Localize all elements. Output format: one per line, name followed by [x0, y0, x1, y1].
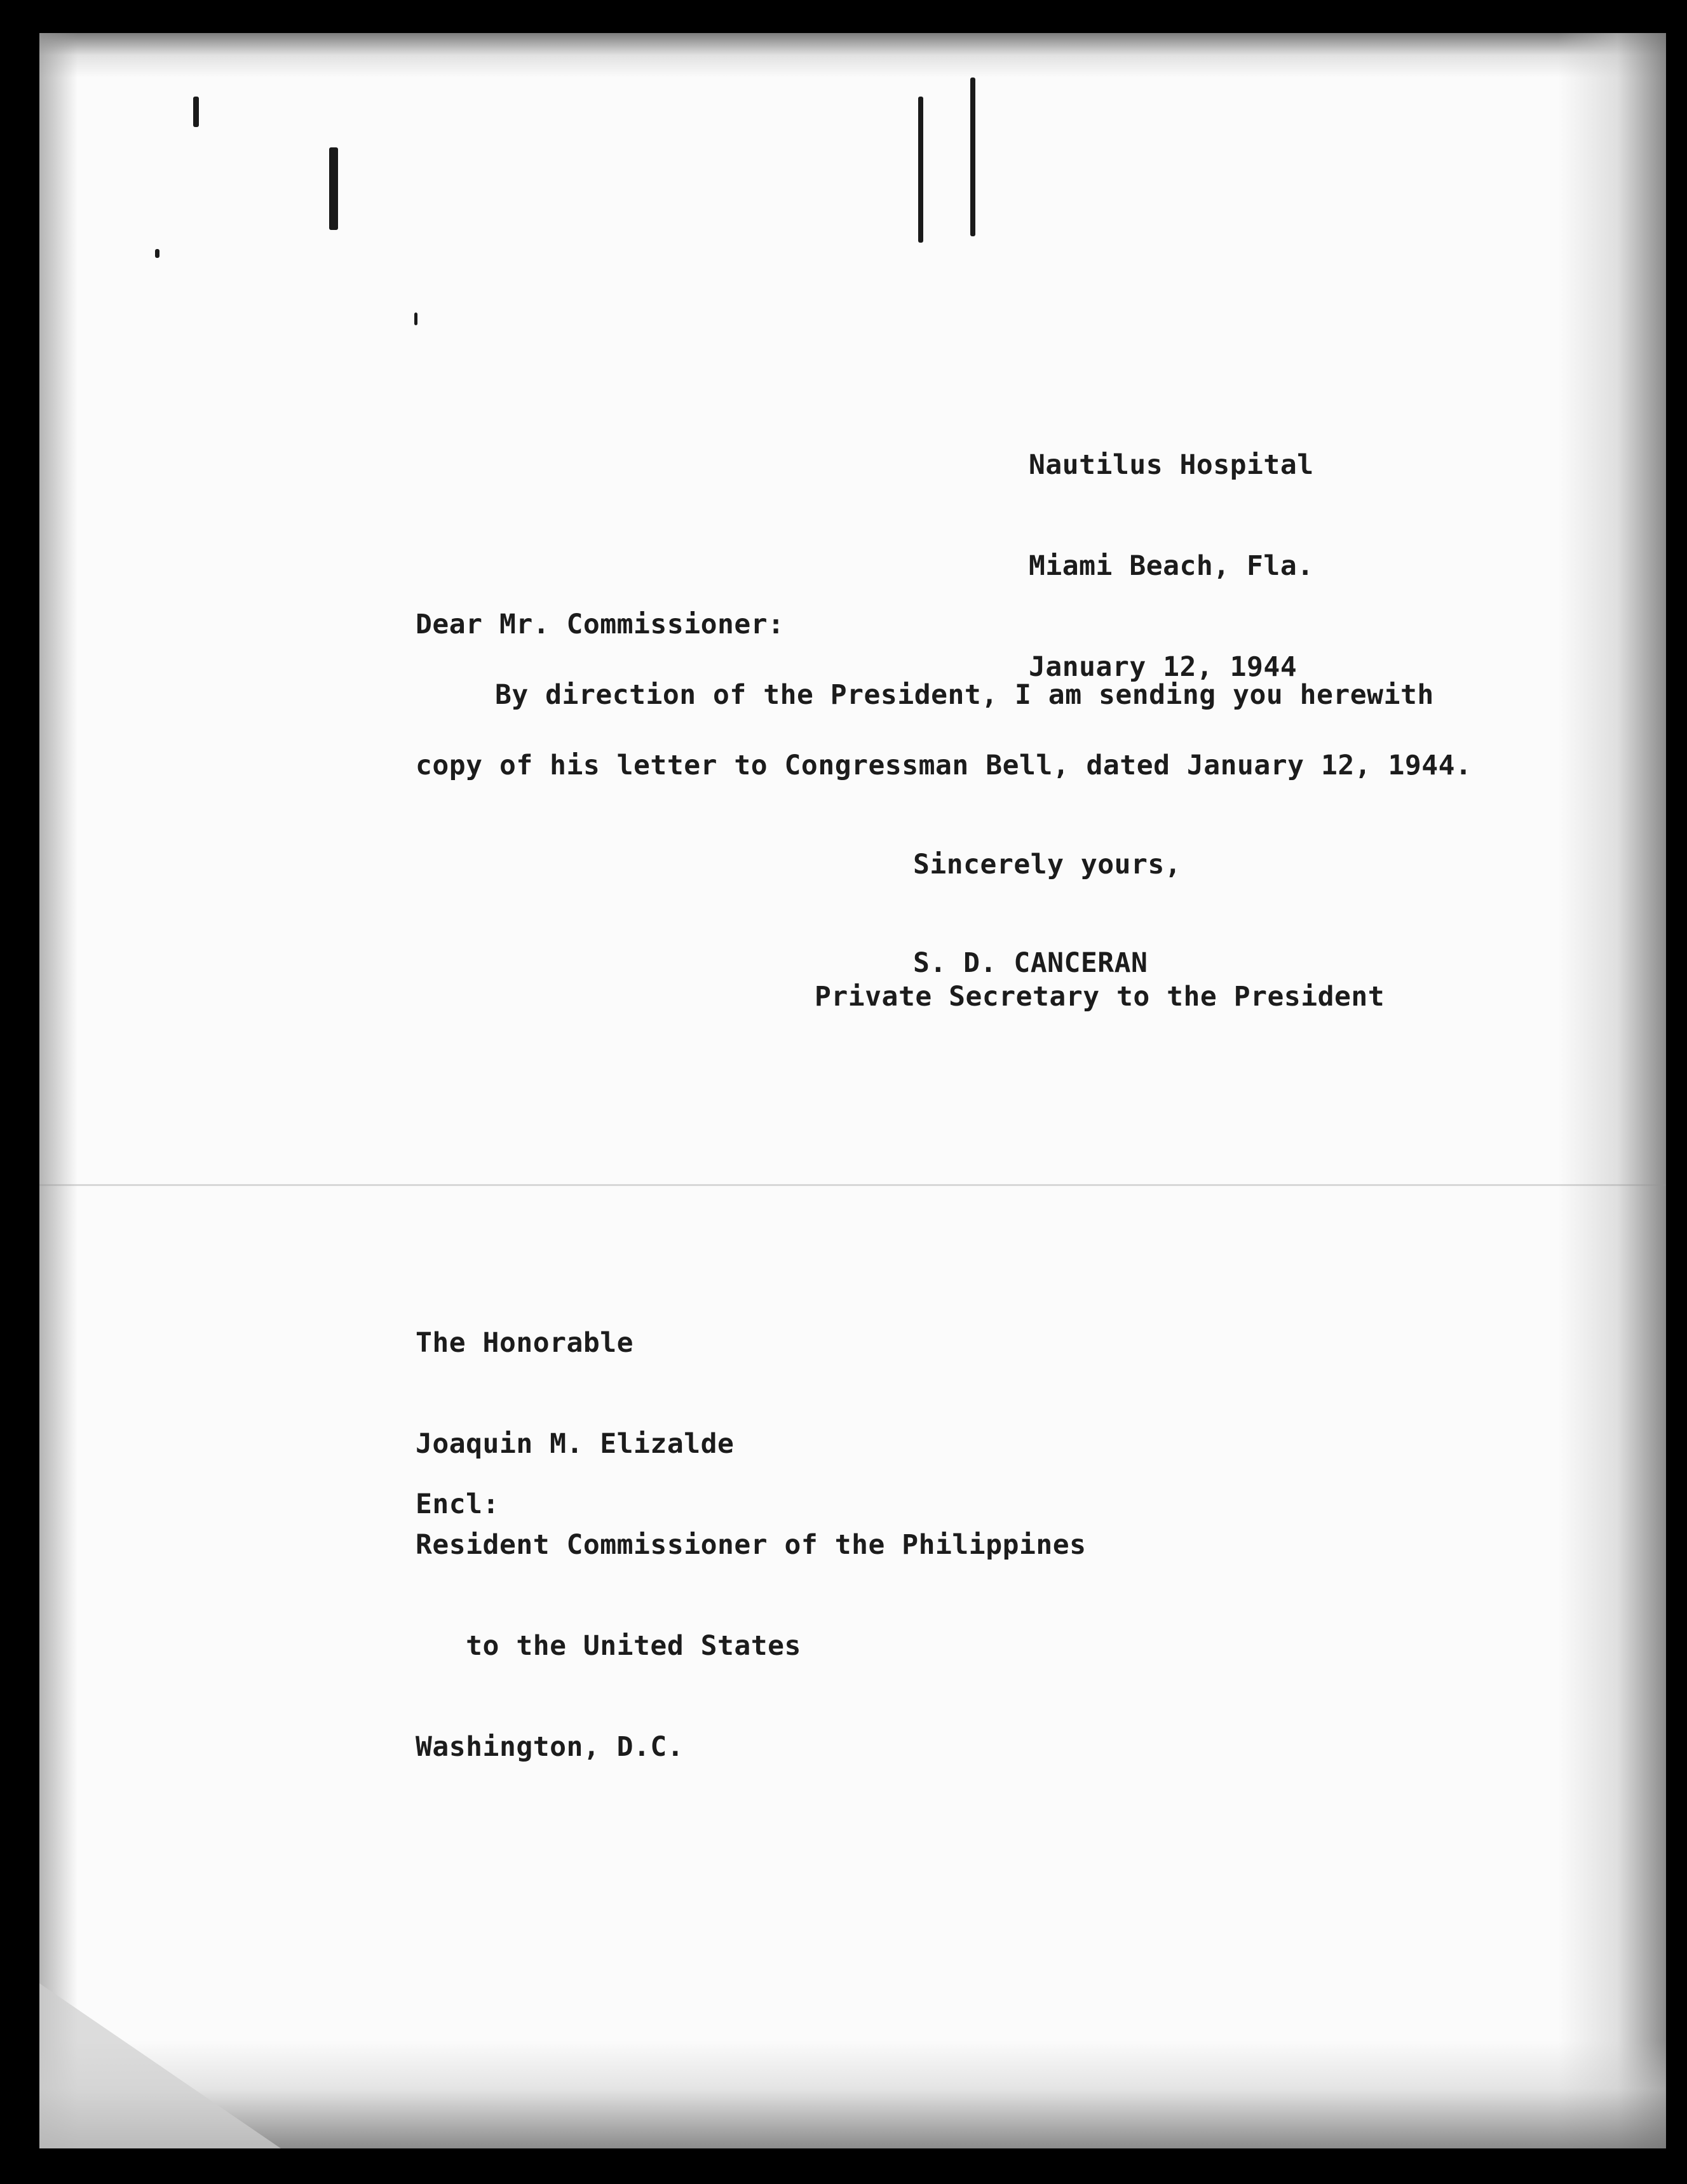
body-line-1: By direction of the President, I am sending you herewith: [495, 679, 1434, 711]
letterhead-city: Miami Beach, Fla.: [1029, 550, 1314, 582]
body-line-2: copy of his letter to Congressman Bell, dated January 12, 1944.: [416, 750, 1472, 781]
addressee-honorific: The Honorable: [416, 1327, 634, 1359]
enclosure-note: Encl:: [416, 1488, 499, 1520]
scan-edge-left: [39, 33, 78, 2148]
signature-title: Private Secretary to the President: [815, 981, 1385, 1013]
addressee-block: [416, 1259, 1087, 1831]
scan-edge-right: [1558, 33, 1666, 2148]
scan-speck: [970, 78, 975, 236]
scan-edge-top: [39, 33, 1666, 78]
addressee-name: Joaquin M. Elizalde: [416, 1428, 735, 1460]
addressee-title: Resident Commissioner of the Philippines: [416, 1529, 1087, 1561]
addressee-city: Washington, D.C.: [416, 1731, 684, 1763]
letter-date: January 12, 1944: [1029, 651, 1297, 683]
addressee-title-cont: to the United States: [416, 1630, 801, 1662]
scan-speck: [918, 97, 923, 243]
paper-fold-line: [39, 1184, 1666, 1186]
folded-corner: [39, 1983, 281, 2148]
scan-speck: [193, 97, 199, 127]
signature-name: S. D. CANCERAN: [913, 947, 1148, 979]
letterhead-hospital: Nautilus Hospital: [1029, 449, 1314, 481]
closing: Sincerely yours,: [913, 849, 1182, 880]
scan-speck: [414, 313, 417, 325]
salutation: Dear Mr. Commissioner:: [416, 609, 785, 640]
scan-edge-bottom: [39, 2040, 1666, 2148]
scan-speck: [155, 249, 159, 258]
letter-page: [39, 33, 1666, 2148]
scan-speck: [329, 147, 338, 230]
